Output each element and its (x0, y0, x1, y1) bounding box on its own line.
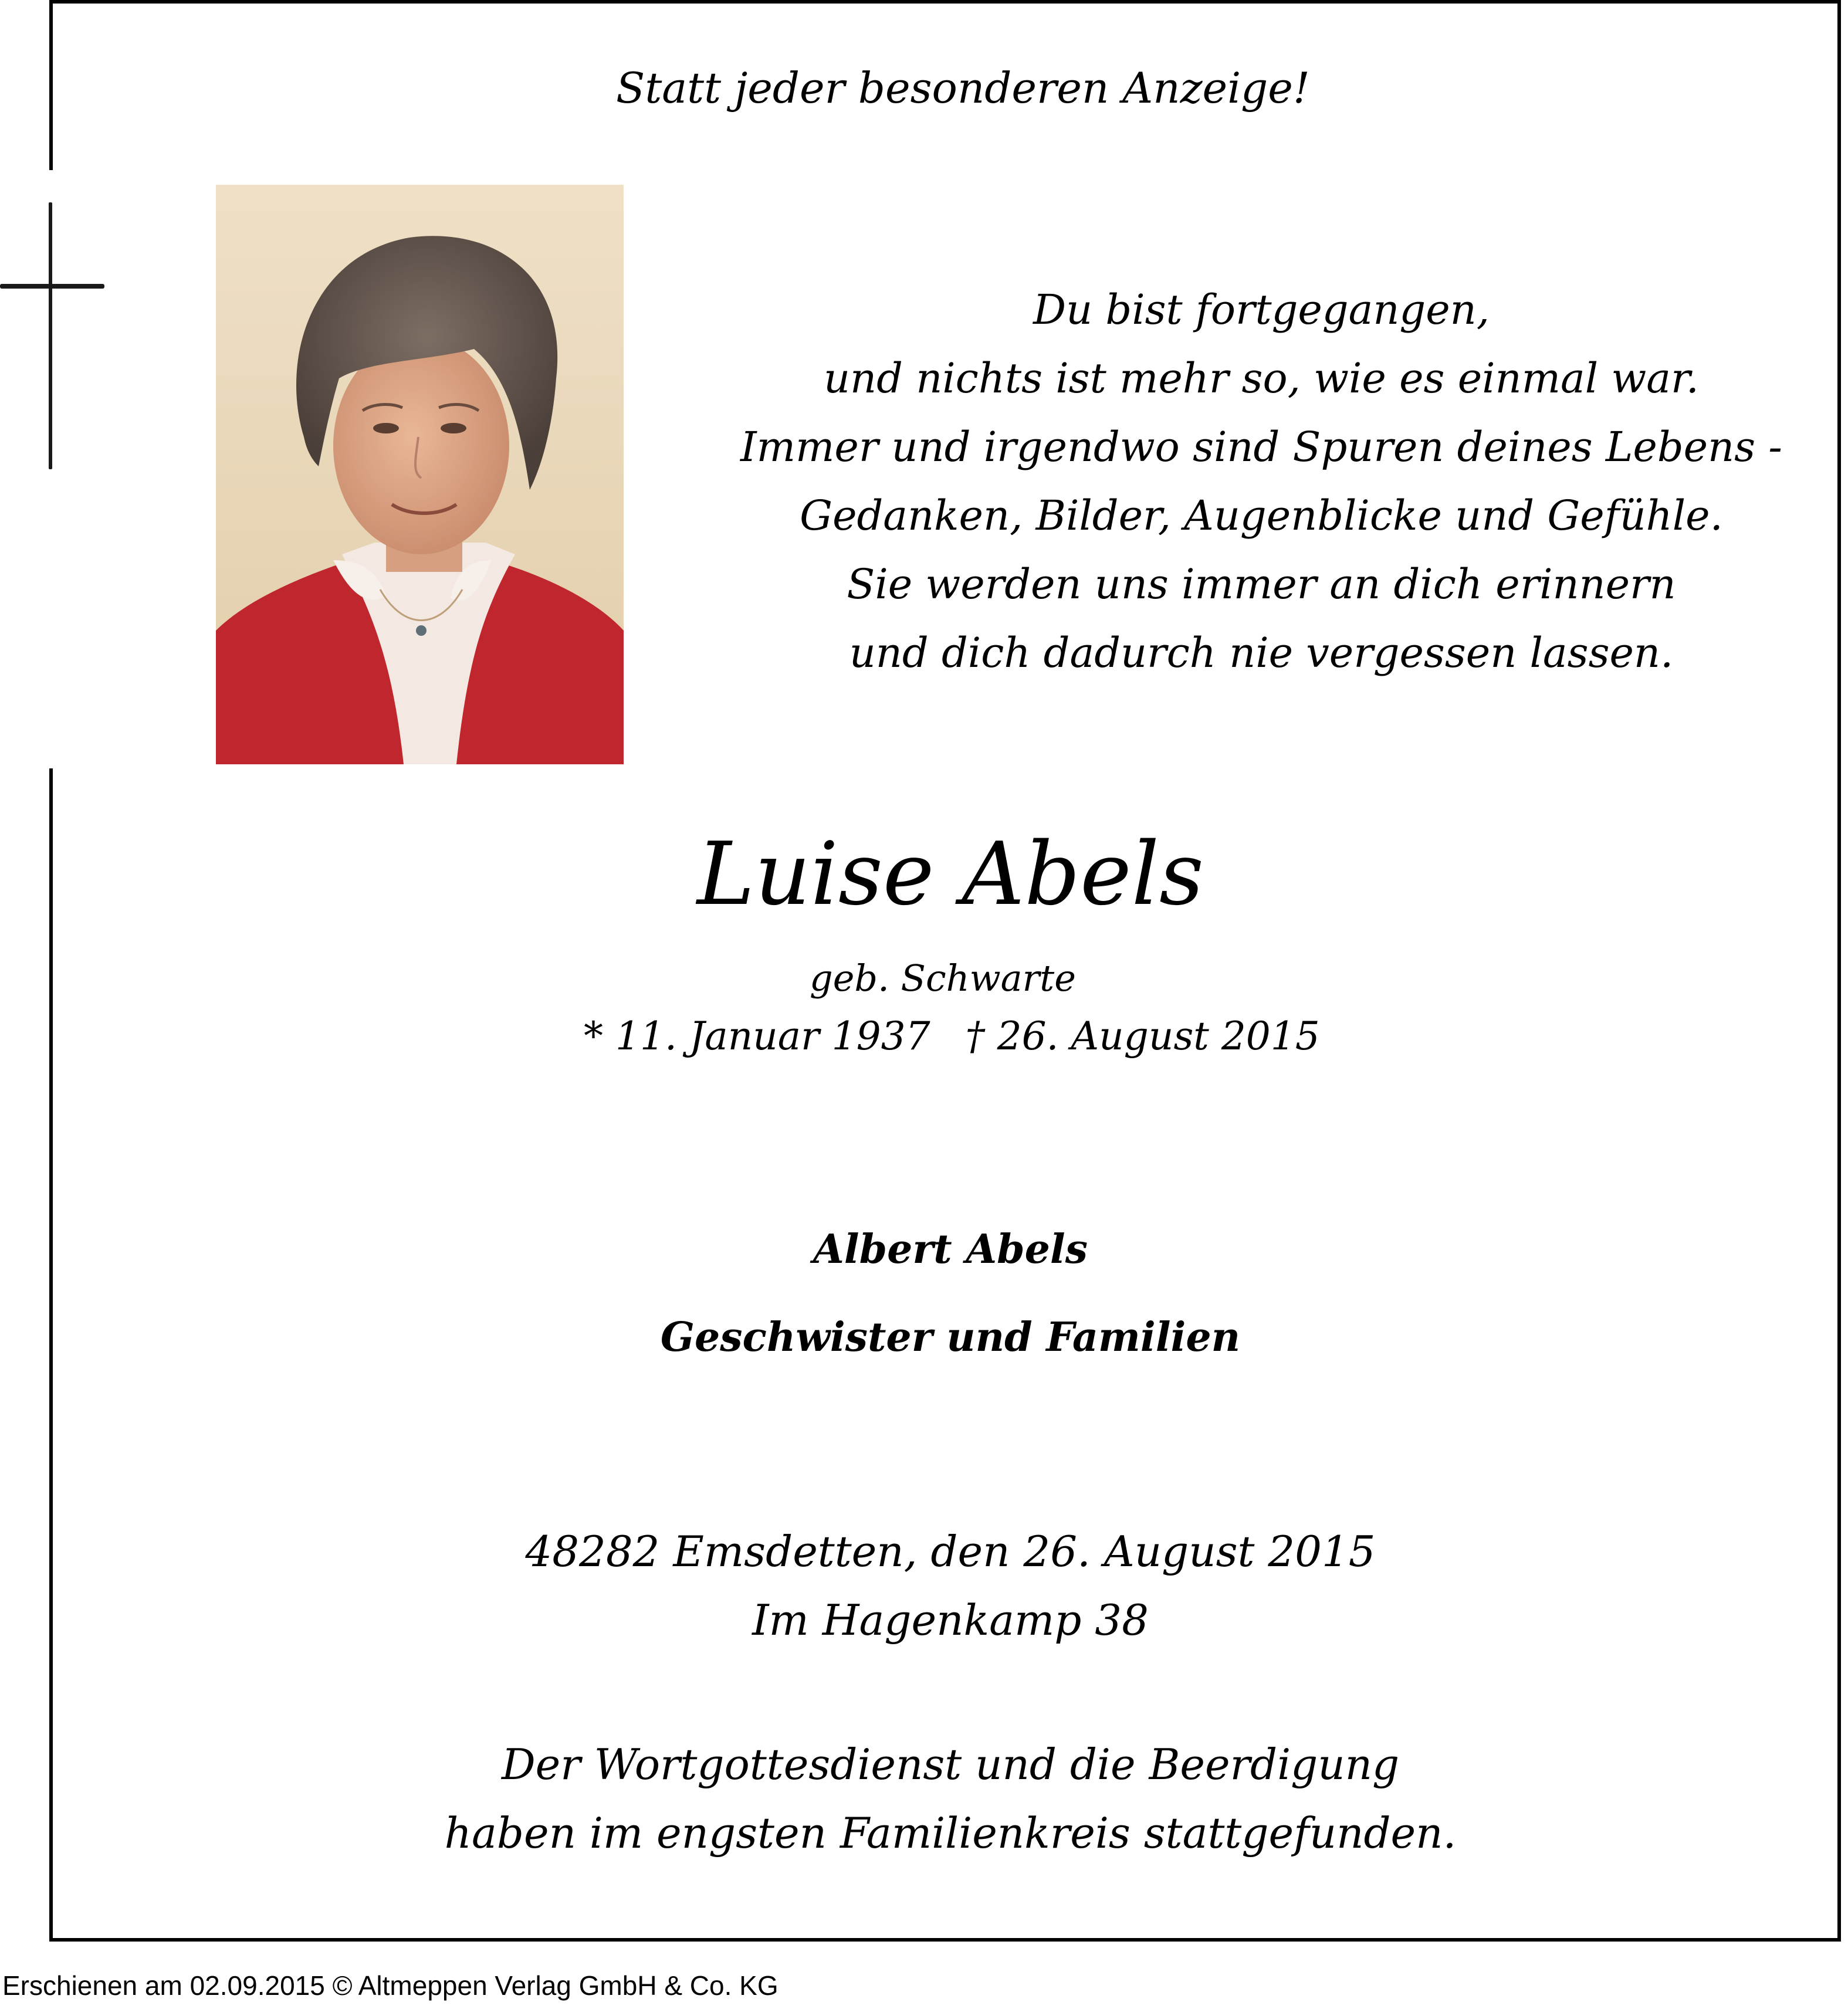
poem-line: Immer und irgendwo sind Spuren deines Lebens - (740, 423, 1782, 471)
poem-line: und nichts ist mehr so, wie es einmal war. (823, 354, 1700, 402)
mourner-name: Geschwister und Familien (660, 1314, 1241, 1361)
cross-horizontal-bar (0, 284, 104, 289)
header-note: Statt jeder besonderen Anzeige! (616, 63, 1310, 113)
place-and-date: 48282 Emsdetten, den 26. August 2015 (525, 1527, 1376, 1576)
portrait-illustration (216, 185, 624, 764)
life-dates (584, 1012, 1346, 1061)
portrait-photo (216, 185, 624, 764)
service-line: Der Wortgottesdienst und die Beerdigung (501, 1740, 1400, 1789)
service-note (375, 1730, 1525, 1868)
poem (727, 276, 1795, 687)
deceased-name: Luise Abels (696, 824, 1204, 924)
maiden-name: geb. Schwarte (810, 957, 1076, 1000)
service-line: haben im engsten Familienkreis stattgefunden. (444, 1808, 1457, 1858)
frame-left-border (49, 768, 53, 1942)
frame-bottom-border (49, 1938, 1841, 1942)
death-date: † 26. August 2015 (965, 1014, 1320, 1059)
publication-footer: Erschienen am 02.09.2015 © Altmeppen Verlag GmbH & Co. KG (2, 1970, 779, 2001)
cross-vertical-bar (49, 202, 52, 469)
poem-line: und dich dadurch nie vergessen lassen. (849, 629, 1674, 677)
birth-date: * 11. Januar 1937 (584, 1014, 930, 1059)
mourner-name: Albert Abels (813, 1226, 1088, 1273)
frame-top-border (49, 0, 1841, 4)
poem-line: Sie werden uns immer an dich erinnern (847, 560, 1676, 608)
poem-line: Du bist fortgegangen, (1033, 286, 1490, 334)
frame-left-border (49, 0, 53, 170)
address: Im Hagenkamp 38 (752, 1595, 1149, 1645)
frame-right-border (1837, 0, 1841, 1942)
poem-line: Gedanken, Bilder, Augenblicke und Gefühle. (800, 492, 1723, 540)
